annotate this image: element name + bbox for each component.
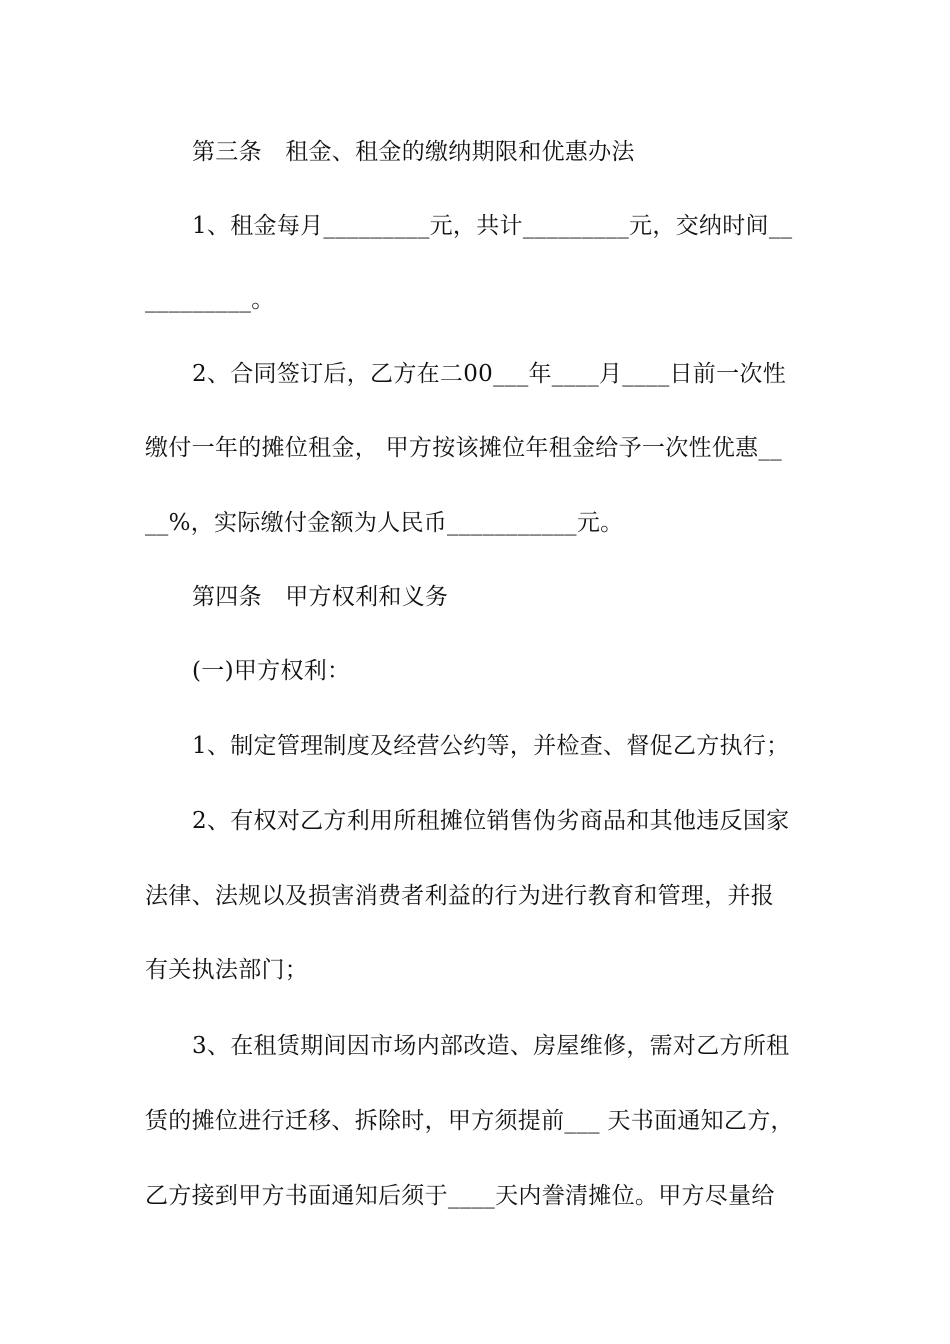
paragraph-line: 赁的摊位进行迁移、拆除时，甲方须提前___ 天书面通知乙方， [145,1108,794,1134]
paragraph-line: 3、在租赁期间因市场内部改造、房屋维修，需对乙方所租 [192,1033,790,1059]
paragraph-line: 1、租金每月_________元，共计_________元，交纳时间__ [192,213,793,239]
paragraph-line: 法律、法规以及损害消费者利益的行为进行教育和管理，并报 [145,883,775,909]
paragraph-line: 2、有权对乙方利用所租摊位销售伪劣商品和其他违反国家 [192,808,790,834]
section-heading: (一)甲方权利： [192,658,351,684]
paragraph-line: __%，实际缴付金额为人民币___________元。 [145,510,624,536]
paragraph-line: 乙方接到甲方书面通知后须于____天内誊清摊位。甲方尽量给 [145,1183,775,1209]
article-3-heading: 第三条 租金、租金的缴纳期限和优惠办法 [192,139,635,165]
paragraph-line: 有关执法部门； [145,957,309,983]
paragraph-line: _________。 [145,287,275,313]
paragraph-line: 2、合同签订后，乙方在二00___年____月____日前一次性 [192,361,786,387]
paragraph-line: 1、制定管理制度及经营公约等，并检查、督促乙方执行； [192,733,790,759]
paragraph-line: 缴付一年的摊位租金， 甲方按该摊位年租金给予一次性优惠__ [145,435,783,461]
article-4-heading: 第四条 甲方权利和义务 [192,584,449,610]
